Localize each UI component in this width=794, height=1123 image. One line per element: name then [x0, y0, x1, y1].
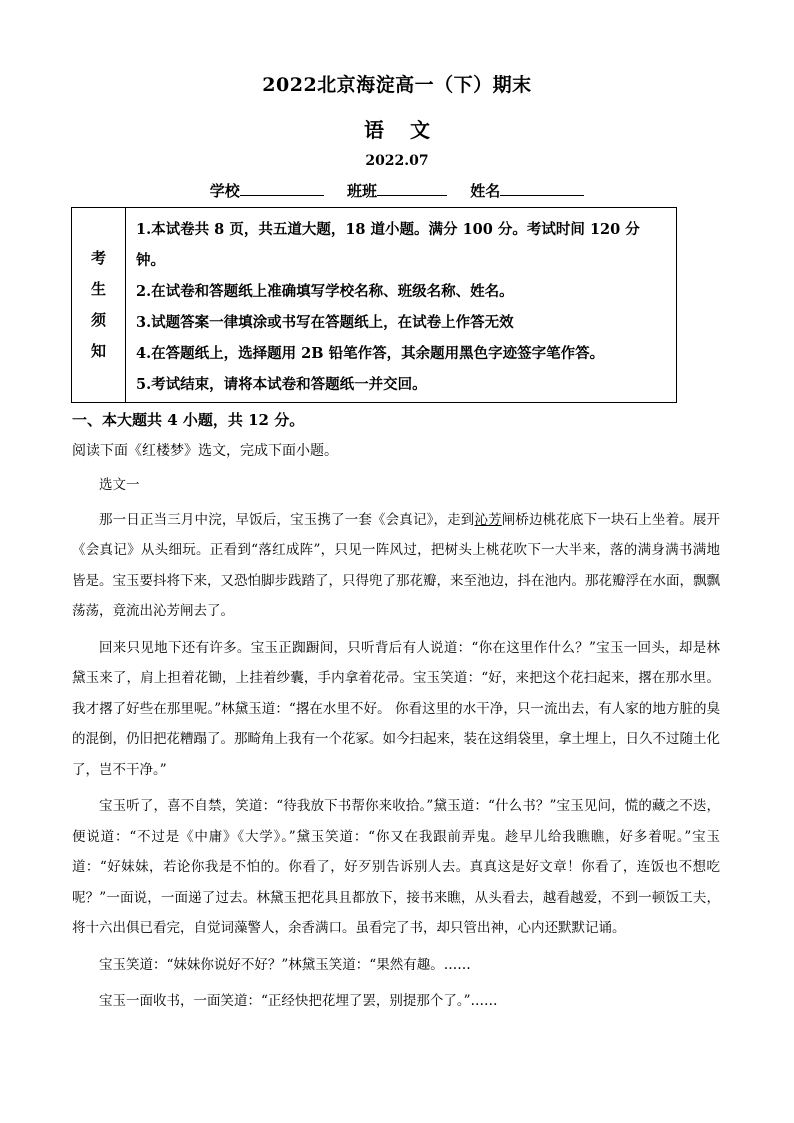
school-field[interactable]	[210, 180, 324, 201]
passage-paragraph: 宝玉一面收书，一面笑道：“正经快把花埋了罢，别提那个了。”……	[99, 993, 498, 1009]
notice-char: 须	[90, 311, 106, 329]
notice-line: 4.在答题纸上，选择题用 2B 铅笔作答，其余题用黑色字迹签字笔作答。	[136, 345, 605, 362]
passage-paragraph: 回来只见地下还有许多。宝玉正踟蹰间，只听背后有人说道：“你在这里作什么？”宝玉一回头，却是林黛玉来了，肩上担着花锄，上挂着纱囊，手内拿着花帚。宝玉笑道：“好，来把这个花扫起来，撂在那水里。我才撂了好些在那里呢。”林黛玉道：“撂在水里不好。 你看这里的水干净，只一流出去，有人家的地方脏的臭的混倒，仍旧把花糟蹋了。那畸角上我有一个花冢。如今扫起来，装在这绢袋里，拿土埋上，日久不过随土化了，岂不干净。”	[72, 639, 720, 778]
notice-line: 钟。	[136, 252, 165, 269]
section-instruction: 阅读下面《红楼梦》选文，完成下面小题。	[72, 443, 338, 459]
selection-label: 选文一	[99, 477, 140, 493]
notice-line: 2.在试卷和答题纸上准确填写学校名称、班级名称、姓名。	[136, 283, 514, 300]
notice-side-label	[72, 208, 126, 402]
class-blank[interactable]	[377, 181, 447, 196]
class-label: 班班	[346, 182, 377, 200]
notice-char: 知	[90, 342, 106, 360]
notice-line: 5.考试结束，请将本试卷和答题纸一并交回。	[136, 376, 427, 393]
school-blank[interactable]	[240, 181, 324, 196]
exam-notice-box	[71, 207, 677, 403]
exam-title: 2022北京海淀高一（下）期末	[262, 74, 532, 96]
subject-title: 语文	[364, 118, 456, 142]
notice-char: 考	[90, 249, 106, 267]
notice-line: 1.本试卷共 8 页，共五道大题，18 道小题。满分 100 分。考试时间 120 分	[136, 221, 640, 238]
class-field[interactable]	[347, 180, 447, 201]
reading-passage	[72, 470, 720, 1023]
passage-paragraph: 宝玉笑道：“妹妹你说好不好？”林黛玉笑道：“果然有趣。……	[99, 956, 471, 973]
name-label: 姓名	[470, 182, 501, 200]
paragraph-text: 闸桥边桃花底下一块石上坐着。展开《会真记》从头细玩。正看到“落红成阵”，只见一阵风过，把树头上桃花吹下一大半来，落的满身满书满地皆是。宝玉要抖将下来，又恐怕脚步践踏了，只得兜了那花瓣，来至池边，抖在池内。那花瓣浮在水面，飘飘荡荡，竟流出沁芳闸去了。	[72, 511, 721, 619]
info-fields	[0, 180, 794, 201]
notice-line: 3.试题答案一律填涂或书写在答题纸上，在试卷上作答无效	[136, 314, 514, 331]
section-heading: 一、本大题共 4 小题，共 12 分。	[72, 411, 305, 429]
name-blank[interactable]	[500, 181, 584, 196]
school-label: 学校	[209, 182, 240, 200]
name-field[interactable]	[470, 180, 584, 201]
notice-char: 生	[90, 280, 106, 298]
passage-paragraph	[72, 505, 720, 627]
exam-date: 2022.07	[365, 153, 429, 169]
notice-content	[126, 208, 676, 402]
paragraph-text: 那一日正当三月中浣，早饭后，宝玉携了一套《会真记》，走到	[99, 511, 475, 528]
passage-paragraph: 宝玉听了，喜不自禁，笑道：“待我放下书帮你来收拾。”黛玉道：“什么书？”宝玉见问，慌的藏之不迭，便说道：“不过是《中庸》《大学》。”黛玉笑道：“你又在我跟前弄鬼。趁早儿给我瞧瞧，好多着呢。”宝玉道：“好妹妹，若论你我是不怕的。你看了，好歹别告诉别人去。真真这是好文章！你看了，连饭也不想吃呢？”一面说，一面递了过去。林黛玉把花具且都放下，接书来瞧，从头看去，越看越爱，不到一顿饭工夫，将十六出俱已看完，自觉词藻警人，余香满口。虽看完了书，却只管出神，心内还默默记诵。	[72, 798, 720, 936]
underlined-term: 沁芳	[474, 511, 502, 528]
